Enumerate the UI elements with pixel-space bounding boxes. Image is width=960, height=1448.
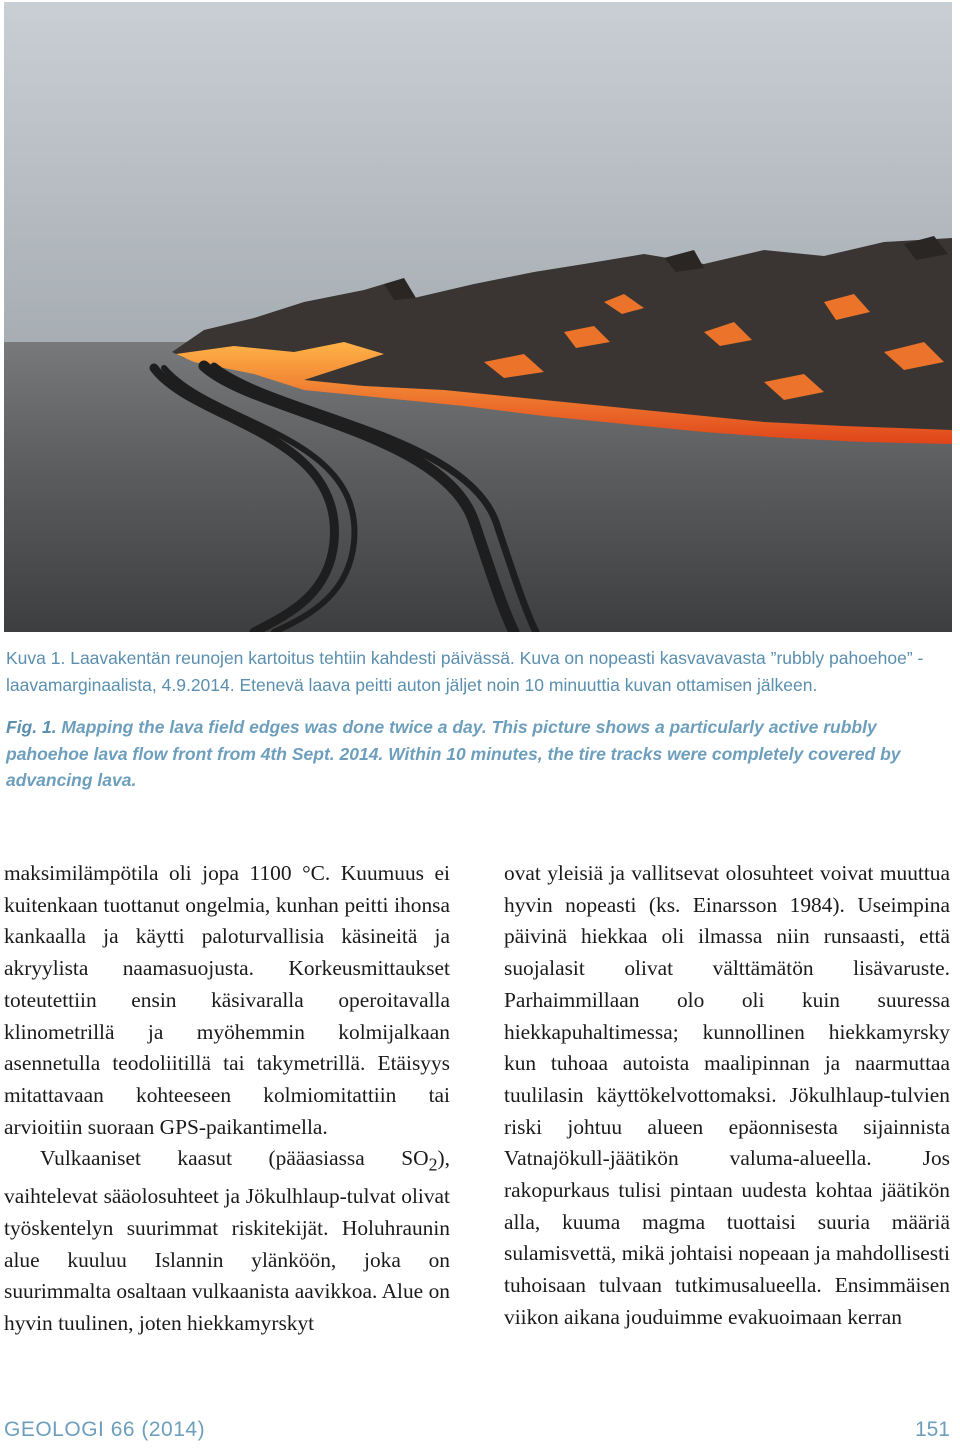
so2-subscript: 2 [428, 1154, 438, 1175]
left-paragraph-2-start: Vulkaaniset kaasut (pääasiassa SO [40, 1146, 429, 1171]
left-paragraph-2 [4, 1143, 450, 1340]
left-paragraph-2-end: ), vaihtelevat sääolosuhteet ja Jökulhlaup-tulvat olivat työskentelyn suurimmat riskitekijät. Holuhraunin alue kuuluu Islannin ylänköön, joka on suurimmalta osaltaan vulkaanista aavikkoa. Alue on hyvin tuulinen, joten hiekkamyrskyt [4, 1146, 450, 1336]
caption-english-label: Fig. 1. [6, 717, 57, 737]
caption-finnish: Kuva 1. Laavakentän reunojen kartoitus tehtiin kahdesti päivässä. Kuva on nopeasti kasvavavasta ”rubbly pahoehoe” -laavamarginaalista, 4.9.2014. Etenevä laava peitti auton jäljet noin 10 minuuttia kuvan ottamisen jälkeen. [6, 648, 924, 695]
caption-english [6, 714, 952, 794]
body-column-left [4, 858, 450, 1340]
page-number: 151 [914, 1418, 950, 1441]
body-column-right [504, 858, 950, 1334]
lava-flow-photo [4, 2, 952, 632]
right-paragraph-1: ovat yleisiä ja vallitsevat olosuhteet voivat muuttua hyvin nopeasti (ks. Einarsson 1984). Useimpina päivinä hiekkaa oli ilmassa niin runsaasti, että suojalasit olivat välttämätön lisävaruste. Parhaimmillaan olo oli kuin suuressa hiekkapuhaltimessa; kunnollinen hiekkamyrsky kun tuhoaa autoista maalipinnan ja naarmuttaa tuulilasin käyttökelvottomaksi. Jökulhlaup-tulvien riski johtuu alueen epäonnisesta sijainnista Vatnajökull-jäätikön valuma-alueella. Jos rakopurkaus tulisi pintaan uudesta kohtaa jäätikön alla, kuuma magma tuottaisi suuria määriä sulamisvettä, mikä johtaisi nopeaan ja mahdollisesti tuhoisaan tulvaan tutkimusalueella. Ensimmäisen viikon aikana jouduimme evakuoimaan kerran [504, 861, 950, 1329]
caption-english-text: Mapping the lava field edges was done twice a day. This picture shows a particularly active rubbly pahoehoe lava flow front from 4th Sept. 2014. Within 10 minutes, the tire tracks were completely covered by advancing lava. [6, 717, 901, 790]
lava-flow-photo-illustration [4, 2, 952, 632]
left-paragraph-1: maksimilämpötila oli jopa 1100 °C. Kuumuus ei kuitenkaan tuottanut ongelmia, kunhan peitti ihonsa kankaalla ja käytti paloturvallisia käsineitä ja akryylista naamasuojusta. Korkeusmittaukset toteutettiin ensin käsivaralla operoitavalla klinometrillä ja myöhemmin kolmijalkaan asennetulla teodoliitillä tai takymetrillä. Etäisyys mitattavaan kohteeseen kolmiomitattiin tai arvioitiin suoraan GPS-paikantimella. [4, 861, 450, 1139]
journal-footer: GEOLOGI 66 (2014) [4, 1418, 206, 1441]
figure-caption [6, 645, 952, 794]
